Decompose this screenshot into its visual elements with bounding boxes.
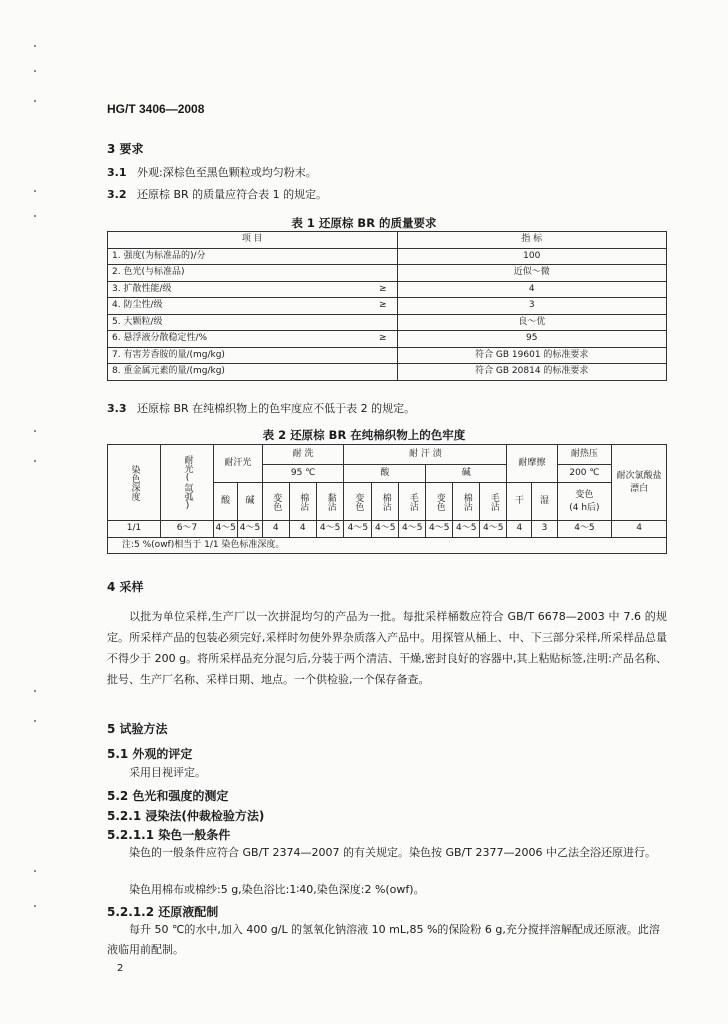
page-number: 2: [117, 963, 124, 974]
table-row: [108, 248, 667, 265]
table-1-value: 符合 GB 20814 的标准要求: [397, 364, 667, 381]
table-2-head-heat-temp: 200 ℃: [557, 465, 612, 483]
table-2-head-chlorine: 耐次氯酸盐漂白: [612, 445, 667, 521]
clause-3-3: [107, 402, 415, 416]
table-row: [108, 521, 667, 538]
table-2-head-p-alkali-cotton: 棉沾: [453, 483, 480, 521]
table-2-cell: 4: [612, 521, 667, 538]
table-2-head-p-alkali-change: 变色: [426, 483, 453, 521]
table-1-item: 3. 扩散性能/级: [108, 281, 370, 298]
table-2-head-wash-viscose: 黏沾: [316, 483, 344, 521]
table-2-head-p-acid-wool: 毛沾: [399, 483, 426, 521]
table-2-head-wash-temp: 95 ℃: [262, 465, 344, 483]
table-2-cell: 4～5: [399, 521, 426, 538]
table-2-head-perspiration: 耐 汗 渍: [344, 445, 507, 465]
table-1-value: 良～优: [397, 314, 667, 331]
clause-5-2-title: 5.2 色光和强度的测定: [107, 789, 229, 803]
table-1-item: 4. 防尘性/级: [108, 298, 370, 315]
table-1-op: [369, 265, 397, 282]
table-1-value: 符合 GB 19601 的标准要求: [397, 347, 667, 364]
table-1-op: [369, 314, 397, 331]
table-2-head-heat-time: (4 h后): [569, 502, 600, 513]
section-5-title: 5 试验方法: [107, 722, 168, 736]
table-1-value: 95: [397, 331, 667, 348]
clause-3-3-text: 还原棕 BR 在纯棉织物上的色牢度应不低于表 2 的规定。: [137, 402, 416, 415]
table-2-head-heat: 耐热压: [557, 445, 612, 465]
table-2-head-wet: 湿: [532, 483, 557, 521]
table-1-head-index: 指 标: [397, 232, 667, 249]
table-2-cell: 4～5: [344, 521, 372, 538]
table-2-head-p-acid: 酸: [344, 465, 426, 483]
table-row: [108, 331, 667, 348]
table-2-head-heat-change: [557, 483, 612, 521]
table-2-head-rub: 耐摩擦: [507, 445, 557, 483]
table-2-cell: 4～5: [557, 521, 612, 538]
table-row: [108, 364, 667, 381]
table-2-head-heat-change-label: 变色: [575, 489, 594, 500]
table-row: [108, 265, 667, 282]
table-2-cell: 4～5: [238, 521, 262, 538]
clause-5-1-text: 采用目视评定。: [129, 766, 206, 779]
table-2-note-row: [108, 537, 667, 554]
table-2-head-p-alkali-wool: 毛沾: [480, 483, 507, 521]
section-4-title: 4 采样: [107, 580, 144, 594]
clause-3-1-number: 3.1: [107, 166, 127, 179]
table-2-cell: 4～5: [453, 521, 480, 538]
table-2-head-sweat-light: 耐汗光: [214, 445, 263, 483]
clause-5-2-1-2-title: 5.2.1.2 还原液配制: [107, 905, 219, 919]
table-1-head-item: 项 目: [108, 232, 398, 249]
table-1-header-row: [108, 232, 667, 249]
table-1-value: 近似～微: [397, 265, 667, 282]
section-3-title: 3 要求: [107, 142, 144, 156]
table-2-note: 注:5 %(owf)相当于 1/1 染色标准深度。: [108, 537, 667, 554]
table-1-op: [369, 364, 397, 381]
table-2-head-wash-change: 变色: [262, 483, 289, 521]
clause-3-1: [107, 166, 317, 180]
table-2-cell: 4: [262, 521, 289, 538]
table-2-head-p-acid-cotton: 棉沾: [372, 483, 399, 521]
table-2-head-p-alkali: 碱: [426, 465, 507, 483]
table-2-cell: 4～5: [426, 521, 453, 538]
clause-5-2-1-title: 5.2.1 浸染法(仲裁检验方法): [107, 809, 265, 823]
table-1-item: 1. 强度(为标准品的)/分: [108, 248, 370, 265]
table-2-head-acid: 酸: [214, 483, 238, 521]
table-2-cell: 6～7: [161, 521, 214, 538]
section-4-text: 以批为单位采样,生产厂以一次拼混均匀的产品为一批。每批采样桶数应符合 GB/T 6678—2003 中 7.6 的规定。所采样产品的包装必须完好,采样时勿使外界杂质落入产品中。用探管从桶上、中、下三部分采样,所采样品总量不得少于 200 g。将所采样品充分混匀后,分装于两个清洁、干燥,密封良好的容器中,其上粘贴标签,注明:产品名称、批号、生产厂名称、采样日期、地点。一个供检验,一个保存备查。: [107, 610, 667, 686]
clause-3-2-text: 还原棕 BR 的质量应符合表 1 的规定。: [137, 188, 328, 201]
table-1-op: [369, 347, 397, 364]
table-1-value: 3: [397, 298, 667, 315]
table-1-op: ≥: [369, 298, 397, 315]
table-2-header-row-1: [108, 445, 667, 465]
table-row: [108, 314, 667, 331]
table-2-cell: 4～5: [214, 521, 238, 538]
table-1-value: 100: [397, 248, 667, 265]
table-1-item: 5. 大颗粒/级: [108, 314, 370, 331]
table-2-head-dry: 干: [507, 483, 532, 521]
clause-3-2: [107, 188, 327, 202]
table-1-op: [369, 248, 397, 265]
standard-code: HG/T 3406—2008: [107, 102, 205, 116]
table-2-head-depth: 染色深度: [108, 445, 161, 521]
table-1-item: 7. 有害芳香胺的量/(mg/kg): [108, 347, 370, 364]
table-1-op: ≥: [369, 281, 397, 298]
table-2: [107, 444, 667, 554]
table-2-cell: 3: [532, 521, 557, 538]
clause-5-2-1-1-title: 5.2.1.1 染色一般条件: [107, 828, 231, 842]
table-2-cell: 4～5: [316, 521, 344, 538]
clause-5-2-1-1-text-1: 染色的一般条件应符合 GB/T 2374—2007 的有关规定。染色按 GB/T 2377—2006 中乙法全浴还原进行。: [129, 846, 656, 859]
table-2-cell: 4～5: [372, 521, 399, 538]
table-1-item: 6. 悬浮液分散稳定性/%: [108, 331, 370, 348]
table-2-head-p-acid-change: 变色: [344, 483, 372, 521]
table-row: [108, 347, 667, 364]
table-1: [107, 231, 667, 381]
table-row: [108, 298, 667, 315]
table-1-value: 4: [397, 281, 667, 298]
clause-3-3-number: 3.3: [107, 402, 127, 415]
clause-5-1-title: 5.1 外观的评定: [107, 747, 193, 761]
table-1-op: ≥: [369, 331, 397, 348]
table-2-cell: 4: [289, 521, 316, 538]
clause-3-2-number: 3.2: [107, 188, 127, 201]
table-row: [108, 281, 667, 298]
table-1-caption: 表 1 还原棕 BR 的质量要求: [291, 216, 437, 230]
table-2-cell: 1/1: [108, 521, 161, 538]
table-2-caption: 表 2 还原棕 BR 在纯棉织物上的色牢度: [262, 428, 466, 442]
clause-5-2-1-2-text: 每升 50 ℃的水中,加入 400 g/L 的氢氧化钠溶液 10 mL,85 %的保险粉 6 g,充分搅拌溶解配成还原液。此溶液临用前配制。: [107, 923, 660, 956]
clause-5-2-1-1-text-2: 染色用棉布或棉纱:5 g,染色浴比:1∶40,染色深度:2 %(owf)。: [129, 883, 425, 896]
table-2-cell: 4: [507, 521, 532, 538]
table-2-head-light: 耐光(氙弧): [161, 445, 214, 521]
table-2-cell: 4～5: [480, 521, 507, 538]
table-1-item: 8. 重金属元素的量/(mg/kg): [108, 364, 370, 381]
table-2-head-alkali: 碱: [238, 483, 262, 521]
table-2-head-wash-cotton: 棉沾: [289, 483, 316, 521]
clause-3-1-text: 外观:深棕色至黑色颗粒或均匀粉末。: [137, 166, 317, 179]
table-1-item: 2. 色光(与标准品): [108, 265, 370, 282]
table-2-head-wash: 耐 洗: [262, 445, 344, 465]
